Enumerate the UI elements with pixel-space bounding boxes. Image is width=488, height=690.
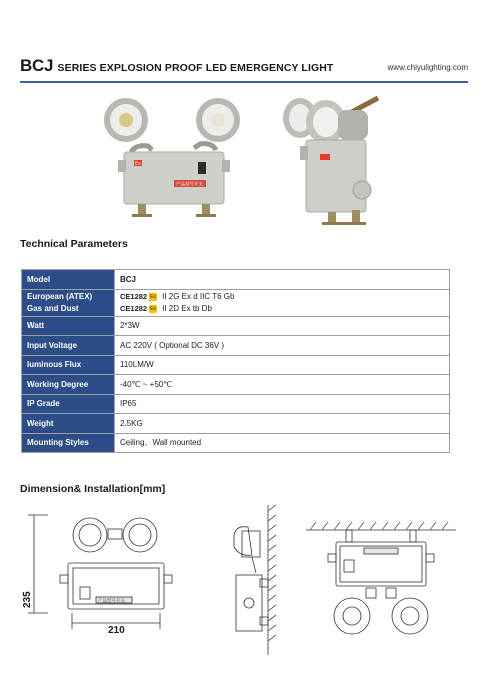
- table-row: [22, 270, 450, 290]
- table-row: [22, 414, 450, 434]
- param-value: 2.5KG: [115, 414, 450, 434]
- param-value: 2*3W: [115, 316, 450, 336]
- atex-gas-line: [120, 291, 444, 303]
- technical-section-title: Technical Parameters: [20, 238, 128, 250]
- website-link[interactable]: www.chiyulighting.com: [387, 63, 468, 72]
- param-value: Ceiling、Wall mounted: [115, 433, 450, 453]
- svg-text:Ex: Ex: [135, 161, 142, 167]
- ce-text: CE: [120, 292, 131, 301]
- param-value: -40℃ ~ +50℃: [115, 375, 450, 395]
- cert-number: 1282: [130, 304, 148, 313]
- front-dimension-drawing: [18, 505, 198, 645]
- param-label: luminous Flux: [22, 355, 115, 375]
- param-value: 110LM/W: [115, 355, 450, 375]
- product-photo-side: [278, 92, 398, 232]
- series-code: BCJ: [20, 56, 54, 75]
- table-row: [22, 433, 450, 453]
- param-label: IP Grade: [22, 394, 115, 414]
- product-photo-front: [96, 92, 256, 232]
- param-value: AC 220V ( Optional DC 36V ): [115, 336, 450, 356]
- param-value: [115, 289, 450, 316]
- param-label: Mounting Styles: [22, 433, 115, 453]
- param-label: Model: [22, 270, 115, 290]
- cert-number: 1282: [130, 292, 148, 301]
- page-title: [20, 56, 333, 76]
- technical-parameters-table: [21, 269, 450, 453]
- param-label: Working Degree: [22, 375, 115, 395]
- table-row: [22, 355, 450, 375]
- table-row: [22, 375, 450, 395]
- wall-mount-drawing: [222, 505, 282, 655]
- page-header: [20, 56, 468, 80]
- width-dimension: 210: [108, 625, 125, 636]
- product-label: 产品型号开关: [176, 182, 203, 188]
- title-text: SERIES EXPLOSION PROOF LED EMERGENCY LIGHT: [57, 62, 334, 74]
- model-value: BCJ: [120, 274, 137, 284]
- header-divider: [20, 81, 468, 83]
- dimension-section-title: Dimension& Installation[mm]: [20, 483, 166, 495]
- param-label: [22, 289, 115, 316]
- atex-label: European (ATEX): [27, 292, 93, 301]
- param-label: Watt: [22, 316, 115, 336]
- param-value: IP65: [115, 394, 450, 414]
- ex-icon: Ex: [150, 293, 157, 300]
- table-row: [22, 289, 450, 316]
- gas-dust-label: Gas and Dust: [27, 304, 79, 313]
- table-row: [22, 316, 450, 336]
- param-label: Weight: [22, 414, 115, 434]
- param-value: [115, 270, 450, 290]
- ex-icon: Ex: [150, 305, 157, 312]
- atex-gas-marking: II 2G Ex d IIC T6 Gb: [162, 292, 235, 301]
- ce-mark: [120, 292, 147, 301]
- ceiling-mount-drawing: [306, 520, 456, 645]
- atex-dust-marking: II 2D Ex tb Db: [162, 304, 212, 313]
- ce-mark: [120, 304, 147, 313]
- param-label: Input Voltage: [22, 336, 115, 356]
- atex-dust-line: [120, 303, 444, 315]
- product-label: 产品型号开关: [98, 599, 125, 604]
- table-row: [22, 336, 450, 356]
- ce-text: CE: [120, 304, 131, 313]
- height-value: 235: [22, 591, 33, 608]
- table-row: [22, 394, 450, 414]
- height-dimension: [22, 531, 33, 608]
